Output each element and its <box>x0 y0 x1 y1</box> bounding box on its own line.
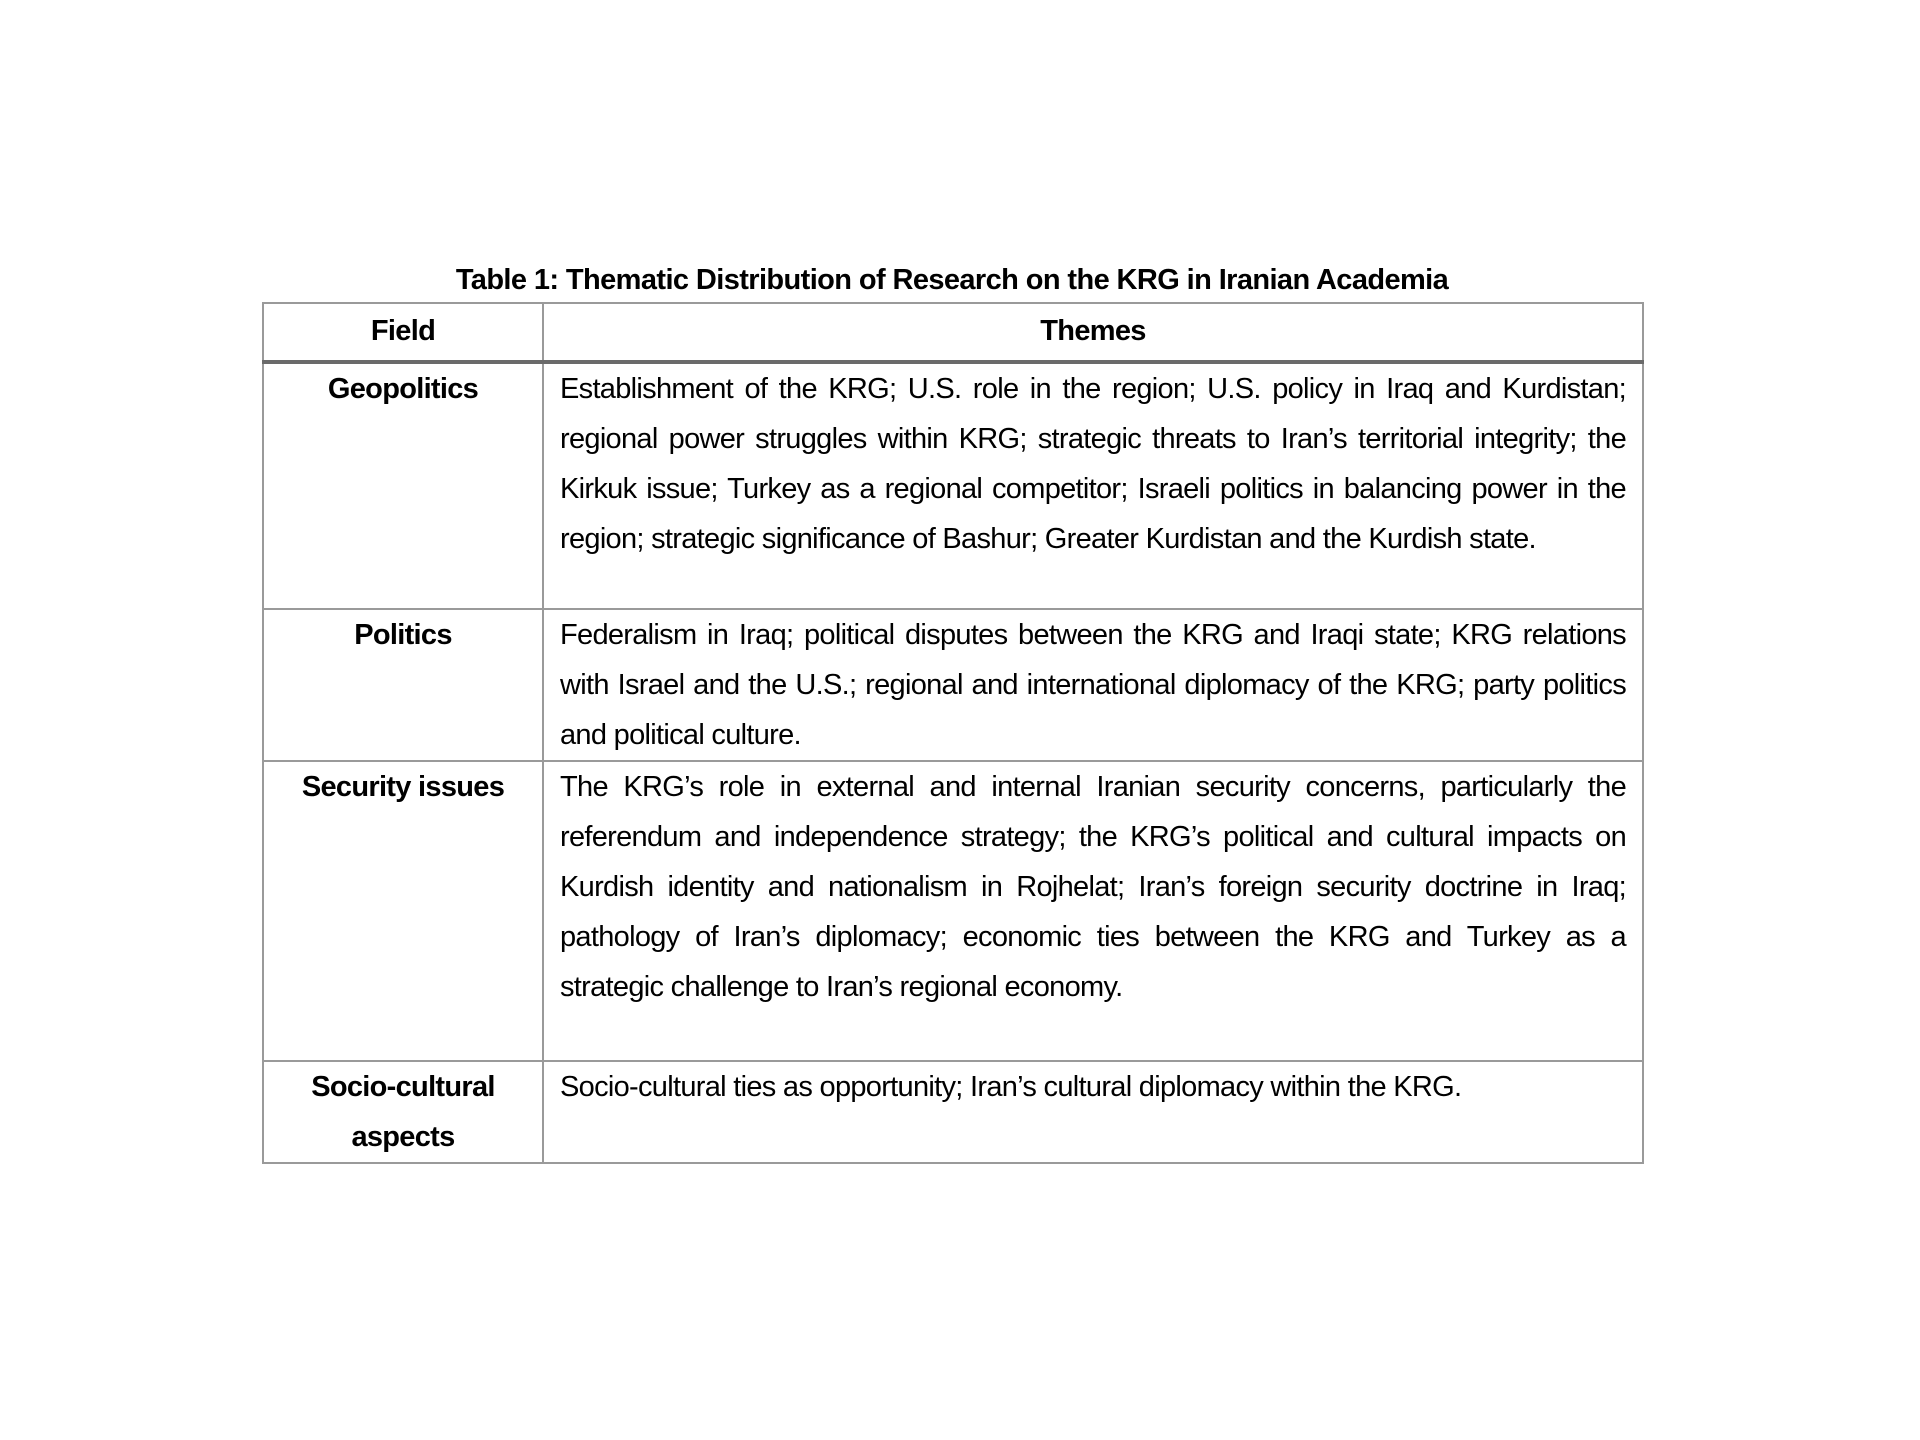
field-cell: Geopolitics <box>263 362 543 609</box>
column-header-field: Field <box>263 303 543 362</box>
table-header <box>263 303 1643 362</box>
header-row <box>263 303 1643 362</box>
themes-cell: Federalism in Iraq; political disputes between the KRG and Iraqi state; KRG relations with Israel and the U.S.; regional and international diplomacy of the KRG; party politics and political culture. <box>543 609 1643 761</box>
field-cell: Politics <box>263 609 543 761</box>
table-body <box>263 362 1643 1163</box>
table-row <box>263 362 1643 609</box>
column-header-themes: Themes <box>543 303 1643 362</box>
table-caption: Table 1: Thematic Distribution of Research on the KRG in Iranian Academia <box>455 264 1449 296</box>
themes-cell: The KRG’s role in external and internal Iranian security concerns, particularly the referendum and independence strategy; the KRG’s political and cultural impacts on Kurdish identity and nationalism in Rojhelat; Iran’s foreign security doctrine in Iraq; pathology of Iran’s diplomacy; economic ties between the KRG and Turkey as a strategic challenge to Iran’s regional economy. <box>543 761 1643 1061</box>
table-row <box>263 1061 1643 1163</box>
field-cell: Socio-cultural aspects <box>263 1061 543 1163</box>
table-row <box>263 609 1643 761</box>
themes-cell: Socio-cultural ties as opportunity; Iran’s cultural diplomacy within the KRG. <box>543 1061 1643 1163</box>
thematic-distribution-table <box>262 302 1644 1164</box>
themes-cell: Establishment of the KRG; U.S. role in the region; U.S. policy in Iraq and Kurdistan; regional power struggles within KRG; strategic threats to Iran’s territorial integrity; the Kirkuk issue; Turkey as a regional competitor; Israeli politics in balancing power in the region; strategic significance of Bashur; Greater Kurdistan and the Kurdish state. <box>543 362 1643 609</box>
field-cell: Security issues <box>263 761 543 1061</box>
table-row <box>263 761 1643 1061</box>
